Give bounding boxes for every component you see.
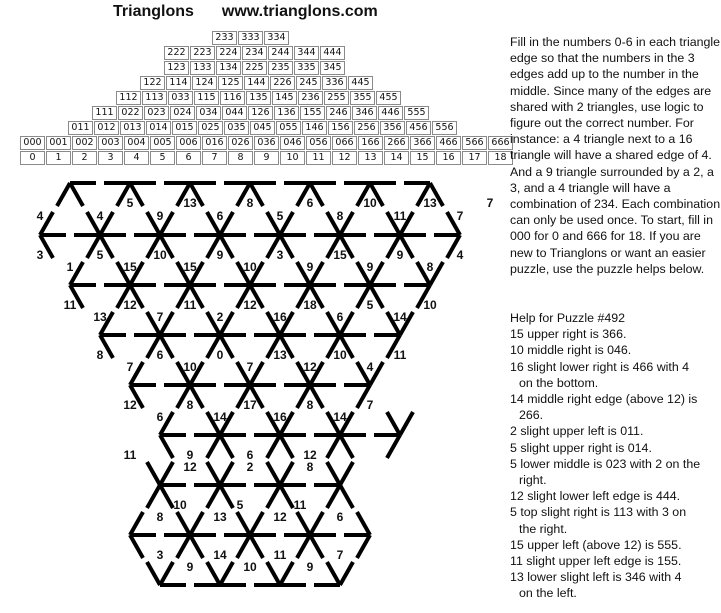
combination-cell: 446: [378, 106, 403, 120]
sum-row: [20, 151, 514, 164]
triangle-value: 4: [456, 248, 464, 262]
triangle-value: 10: [423, 298, 437, 312]
triangle-edge[interactable]: [267, 435, 280, 458]
triangle-edge[interactable]: [250, 512, 263, 535]
combination-cell: 116: [220, 91, 245, 105]
combination-cell: 235: [268, 61, 293, 75]
site-link[interactable]: www.trianglons.com: [221, 3, 378, 20]
hint-item: 16 slight lower right is 466 with 4: [510, 359, 690, 374]
combination-cell: 046: [280, 136, 305, 150]
combination-cell: 556: [432, 121, 457, 135]
triangle-value: 10: [333, 348, 347, 362]
combination-row: [164, 46, 346, 59]
triangle-edge[interactable]: [130, 512, 143, 535]
triangle-value: 14: [213, 410, 227, 424]
combination-cell: 126: [248, 106, 273, 120]
triangle-edge[interactable]: [340, 485, 353, 508]
combination-cell: 036: [254, 136, 279, 150]
triangle-edge[interactable]: [177, 535, 190, 558]
combination-cell: 114: [166, 76, 191, 90]
puzzle-grid[interactable]: [0, 175, 500, 610]
triangle-value: 18: [303, 298, 317, 312]
triangle-edge[interactable]: [207, 485, 220, 508]
triangle-value: 8: [246, 196, 254, 210]
triangle-edge[interactable]: [327, 562, 340, 585]
triangle-value: 9: [216, 248, 224, 262]
combination-row: [164, 61, 346, 74]
combination-cell: 005: [150, 136, 175, 150]
triangle-value: 16: [273, 310, 287, 324]
combination-cell: 045: [250, 121, 275, 135]
triangle-edge[interactable]: [207, 562, 220, 585]
combination-cell: 455: [376, 91, 401, 105]
triangle-value: 12: [123, 398, 137, 412]
combination-cell: 145: [272, 91, 297, 105]
combination-cell: 5: [150, 151, 175, 165]
triangle-edge[interactable]: [57, 183, 70, 206]
triangle-value: 4: [36, 209, 44, 223]
triangle-edge[interactable]: [327, 435, 340, 458]
game-title: Trianglons: [113, 3, 194, 20]
triangle-value: 9: [186, 560, 194, 574]
combination-row: [20, 136, 514, 149]
triangle-edge[interactable]: [357, 535, 370, 558]
triangle-value: 11: [293, 498, 307, 512]
triangle-value: 8: [336, 209, 344, 223]
combination-cell: 233: [212, 31, 237, 45]
combination-cell: 335: [294, 61, 319, 75]
combination-cell: 16: [436, 151, 461, 165]
triangle-edge[interactable]: [147, 462, 160, 485]
combination-cell: 111: [92, 106, 117, 120]
triangle-edge[interactable]: [177, 512, 190, 535]
combination-cell: 124: [192, 76, 217, 90]
combination-cell: 125: [218, 76, 243, 90]
triangle-value: 11: [183, 298, 197, 312]
combination-row: [212, 31, 290, 44]
combination-cell: 466: [436, 136, 461, 150]
combination-cell: 245: [296, 76, 321, 90]
hint-item-continued: 266.: [519, 408, 544, 423]
hint-item-continued: the right.: [519, 521, 568, 536]
combination-cell: 026: [228, 136, 253, 150]
page-title: [113, 3, 378, 21]
combination-cell: 256: [354, 121, 379, 135]
combination-cell: 223: [190, 46, 215, 60]
combination-cell: 8: [228, 151, 253, 165]
triangle-edge[interactable]: [220, 435, 233, 458]
triangle-value: 6: [246, 448, 254, 462]
triangle-value: 5: [366, 298, 374, 312]
triangle-value: 10: [243, 560, 257, 574]
combination-cell: 011: [68, 121, 93, 135]
triangle-value: 3: [36, 248, 44, 262]
triangle-edge[interactable]: [160, 562, 173, 585]
combination-cell: 236: [298, 91, 323, 105]
triangle-value: 4: [96, 209, 104, 223]
combination-cell: 456: [406, 121, 431, 135]
combination-cell: 1: [46, 151, 71, 165]
triangle-value: 7: [336, 548, 344, 562]
triangle-value: 9: [186, 448, 194, 462]
triangle-edge[interactable]: [237, 535, 250, 558]
triangle-value: 12: [243, 298, 257, 312]
combination-cell: 234: [242, 46, 267, 60]
triangle-edge[interactable]: [357, 512, 370, 535]
triangle-value: 12: [303, 448, 317, 462]
triangle-edge[interactable]: [280, 462, 293, 485]
combination-cell: 333: [238, 31, 263, 45]
hint-item: 5 slight upper right is 014.: [510, 440, 652, 455]
triangle-value: 5: [126, 196, 134, 210]
combination-cell: 123: [164, 61, 189, 75]
triangle-value: 15: [123, 260, 137, 274]
combination-cell: 12: [332, 151, 357, 165]
triangle-edge[interactable]: [280, 435, 293, 458]
triangle-value: 7: [486, 196, 494, 210]
triangle-value: 12: [273, 510, 287, 524]
triangle-value: 9: [156, 209, 164, 223]
combination-cell: 013: [120, 121, 145, 135]
combination-cell: 7: [202, 151, 227, 165]
hint-item: 15 upper right is 366.: [510, 327, 627, 342]
triangle-value: 9: [306, 260, 314, 274]
combination-cell: 112: [116, 91, 141, 105]
triangle-value: 11: [393, 209, 407, 223]
combination-cell: 4: [124, 151, 149, 165]
hint-item: 5 top slight right is 113 with 3 on: [510, 505, 687, 520]
triangle-value: 8: [306, 398, 314, 412]
combination-cell: 255: [324, 91, 349, 105]
combination-cell: 025: [198, 121, 223, 135]
combination-cell: 002: [72, 136, 97, 150]
triangle-edge[interactable]: [280, 485, 293, 508]
combination-cell: 016: [202, 136, 227, 150]
triangle-value: 11: [123, 448, 137, 462]
hint-item: 11 slight upper left edge is 155.: [510, 554, 682, 569]
triangle-value: 3: [156, 548, 164, 562]
triangle-edge[interactable]: [340, 462, 353, 485]
combination-cell: 144: [244, 76, 269, 90]
combination-cell: 034: [196, 106, 221, 120]
combination-cell: 244: [268, 46, 293, 60]
triangle-value: 0: [216, 348, 224, 362]
hint-list: [510, 326, 721, 601]
triangle-edge[interactable]: [207, 435, 220, 458]
triangle-value: 15: [333, 248, 347, 262]
combination-cell: 022: [118, 106, 143, 120]
triangle-edge[interactable]: [310, 535, 323, 558]
triangle-edge[interactable]: [220, 485, 233, 508]
combination-cell: 056: [306, 136, 331, 150]
triangle-value: 1: [66, 260, 74, 274]
triangle-value: 7: [246, 360, 254, 374]
combination-cell: 044: [222, 106, 247, 120]
combination-cell: 012: [94, 121, 119, 135]
triangle-value: 17: [243, 398, 257, 412]
combination-cell: 156: [328, 121, 353, 135]
combination-cell: 11: [306, 151, 331, 165]
triangle-edge[interactable]: [280, 562, 293, 585]
triangle-value: 7: [456, 209, 464, 223]
triangle-edge[interactable]: [297, 535, 310, 558]
combination-cell: 225: [242, 61, 267, 75]
combination-cell: 355: [350, 91, 375, 105]
combination-cell: 17: [462, 151, 487, 165]
combination-cell: 346: [352, 106, 377, 120]
triangle-value: 11: [63, 298, 77, 312]
triangle-value: 11: [273, 548, 287, 562]
triangle-value: 9: [396, 248, 404, 262]
triangle-edge[interactable]: [340, 435, 353, 458]
combination-cell: 000: [20, 136, 45, 150]
triangle-value: 5: [236, 498, 244, 512]
triangle-edge[interactable]: [267, 462, 280, 485]
triangle-value: 6: [156, 410, 164, 424]
triangle-value: 6: [306, 196, 314, 210]
combination-cell: 222: [164, 46, 189, 60]
combination-cell: 033: [168, 91, 193, 105]
triangle-value: 14: [393, 310, 407, 324]
combination-cell: 006: [176, 136, 201, 150]
triangle-value: 2: [246, 460, 254, 474]
combination-cell: 6: [176, 151, 201, 165]
triangle-value: 13: [423, 196, 437, 210]
combination-cell: 113: [142, 91, 167, 105]
triangle-edge[interactable]: [327, 462, 340, 485]
triangle-value: 9: [306, 560, 314, 574]
triangle-value: 12: [123, 298, 137, 312]
combination-cell: 035: [224, 121, 249, 135]
triangle-value: 6: [216, 209, 224, 223]
triangle-value: 7: [126, 360, 134, 374]
combination-cell: 134: [216, 61, 241, 75]
combination-row: [92, 106, 430, 119]
combination-cell: 224: [216, 46, 241, 60]
triangle-edge[interactable]: [190, 535, 203, 558]
triangle-edge[interactable]: [250, 535, 263, 558]
hint-item-continued: on the bottom.: [519, 375, 599, 390]
triangle-value: 7: [366, 398, 374, 412]
triangle-edge[interactable]: [340, 562, 353, 585]
triangle-edge[interactable]: [387, 435, 400, 458]
triangle-edge[interactable]: [147, 485, 160, 508]
triangle-edge[interactable]: [220, 562, 233, 585]
triangle-edge[interactable]: [160, 485, 173, 508]
triangle-value: 8: [186, 398, 194, 412]
combination-cell: 555: [404, 106, 429, 120]
hint-item: 13 lower slight left is 346 with 4: [510, 570, 682, 585]
triangle-edge[interactable]: [267, 485, 280, 508]
combination-cell: 066: [332, 136, 357, 150]
triangle-value: 10: [173, 498, 187, 512]
instructions-text: Fill in the numbers 0-6 in each triangle edge so that the numbers in the 3 edges add up to the number in the middle. Since many of the edges are shared with 2 triangles, use logic to figure out the correct number. For instance: a 4 triangle next to a 16 triangle will have a shared edge of 4. And a 9 triangle surrounded by a 2, a 3, and a 4 triangle will have a combination of 234. Each combination can only be used once. To start, fill in 000 for 0 and 666 for 18. If you are new to Trianglons or want an easier puzzle, use the puzzle helps below.: [510, 35, 721, 276]
combination-cell: 366: [410, 136, 435, 150]
triangle-value: 8: [426, 260, 434, 274]
triangle-edge[interactable]: [297, 512, 310, 535]
triangle-value: 6: [336, 510, 344, 524]
triangle-edge[interactable]: [147, 562, 160, 585]
triangle-edge[interactable]: [400, 412, 413, 435]
triangle-value: 4: [366, 360, 374, 374]
triangle-value: 14: [333, 410, 347, 424]
combination-cell: 003: [98, 136, 123, 150]
triangle-edge[interactable]: [327, 485, 340, 508]
hint-item-continued: right.: [519, 473, 547, 488]
combination-row: [116, 91, 402, 104]
triangle-edge[interactable]: [207, 462, 220, 485]
triangle-edge[interactable]: [387, 412, 400, 435]
grid-lines: [40, 183, 460, 585]
combination-cell: 445: [348, 76, 373, 90]
triangle-value: 3: [276, 248, 284, 262]
triangle-value: 14: [213, 548, 227, 562]
combination-cell: 9: [254, 151, 279, 165]
combination-cell: 566: [462, 136, 487, 150]
hint-item: 5 lower middle is 023 with 2 on the: [510, 456, 701, 471]
help-panel: [510, 310, 721, 602]
combination-cell: 115: [194, 91, 219, 105]
combination-cell: 004: [124, 136, 149, 150]
combination-cell: 001: [46, 136, 71, 150]
hint-item: 14 middle right edge (above 12) is: [510, 392, 698, 407]
triangle-value: 15: [183, 260, 197, 274]
combination-cell: 356: [380, 121, 405, 135]
combination-cell: 666: [488, 136, 513, 150]
combination-cell: 136: [274, 106, 299, 120]
triangle-edge[interactable]: [267, 562, 280, 585]
combination-cell: 13: [358, 151, 383, 165]
combination-cell: 133: [190, 61, 215, 75]
combination-cell: 14: [384, 151, 409, 165]
triangle-edge[interactable]: [70, 183, 83, 206]
combination-cell: 266: [384, 136, 409, 150]
triangle-value: 13: [273, 348, 287, 362]
triangle-value: 10: [243, 260, 257, 274]
combination-cell: 3: [98, 151, 123, 165]
combination-cell: 0: [20, 151, 45, 165]
triangle-edge[interactable]: [190, 512, 203, 535]
hint-item: 12 slight lower left edge is 444.: [510, 489, 681, 504]
triangle-edge[interactable]: [310, 512, 323, 535]
combination-cell: 444: [320, 46, 345, 60]
triangle-edge[interactable]: [237, 512, 250, 535]
triangle-value: 8: [96, 348, 104, 362]
combination-cell: 014: [146, 121, 171, 135]
triangle-value: 8: [306, 460, 314, 474]
triangle-value: 6: [336, 310, 344, 324]
combination-cell: 334: [264, 31, 289, 45]
combination-row: [140, 76, 374, 89]
triangle-value: 6: [156, 348, 164, 362]
combination-cell: 024: [170, 106, 195, 120]
triangle-value: 13: [183, 196, 197, 210]
hint-item: 15 upper left (above 12) is 555.: [510, 537, 682, 552]
combination-row: [68, 121, 458, 134]
triangle-edge[interactable]: [160, 462, 173, 485]
hint-item: 2 slight upper left is 011.: [510, 424, 644, 439]
combination-cell: 122: [140, 76, 165, 90]
triangle-value: 13: [213, 510, 227, 524]
combination-cell: 055: [276, 121, 301, 135]
triangle-value: 5: [276, 209, 284, 223]
triangle-edge[interactable]: [130, 535, 143, 558]
triangle-value: 11: [393, 348, 407, 362]
triangle-value: 5: [96, 248, 104, 262]
combination-cell: 155: [300, 106, 325, 120]
triangle-value: 2: [216, 310, 224, 324]
combination-cell: 18: [488, 151, 513, 165]
triangle-value: 9: [366, 260, 374, 274]
triangle-value: 8: [156, 510, 164, 524]
combination-cell: 015: [172, 121, 197, 135]
triangle-edge[interactable]: [160, 435, 173, 458]
help-title: Help for Puzzle #492: [510, 311, 626, 325]
combination-cell: 023: [144, 106, 169, 120]
combination-cell: 226: [270, 76, 295, 90]
combination-cell: 345: [320, 61, 345, 75]
triangle-value: 10: [363, 196, 377, 210]
triangle-value: 16: [273, 410, 287, 424]
combination-cell: 336: [322, 76, 347, 90]
hint-item-continued: on the left.: [519, 586, 577, 601]
combination-cell: 344: [294, 46, 319, 60]
triangle-value: 12: [303, 360, 317, 374]
triangle-edge[interactable]: [220, 462, 233, 485]
triangle-value: 10: [183, 360, 197, 374]
combination-cell: 135: [246, 91, 271, 105]
combination-cell: 10: [280, 151, 305, 165]
triangle-value: 12: [183, 460, 197, 474]
combination-cell: 15: [410, 151, 435, 165]
combination-cell: 2: [72, 151, 97, 165]
triangle-value: 7: [156, 310, 164, 324]
combination-cell: 166: [358, 136, 383, 150]
triangle-value: 13: [93, 310, 107, 324]
combination-cell: 246: [326, 106, 351, 120]
combination-cell: 146: [302, 121, 327, 135]
triangle-value: 10: [153, 248, 167, 262]
hint-item: 10 middle right is 046.: [510, 343, 632, 358]
